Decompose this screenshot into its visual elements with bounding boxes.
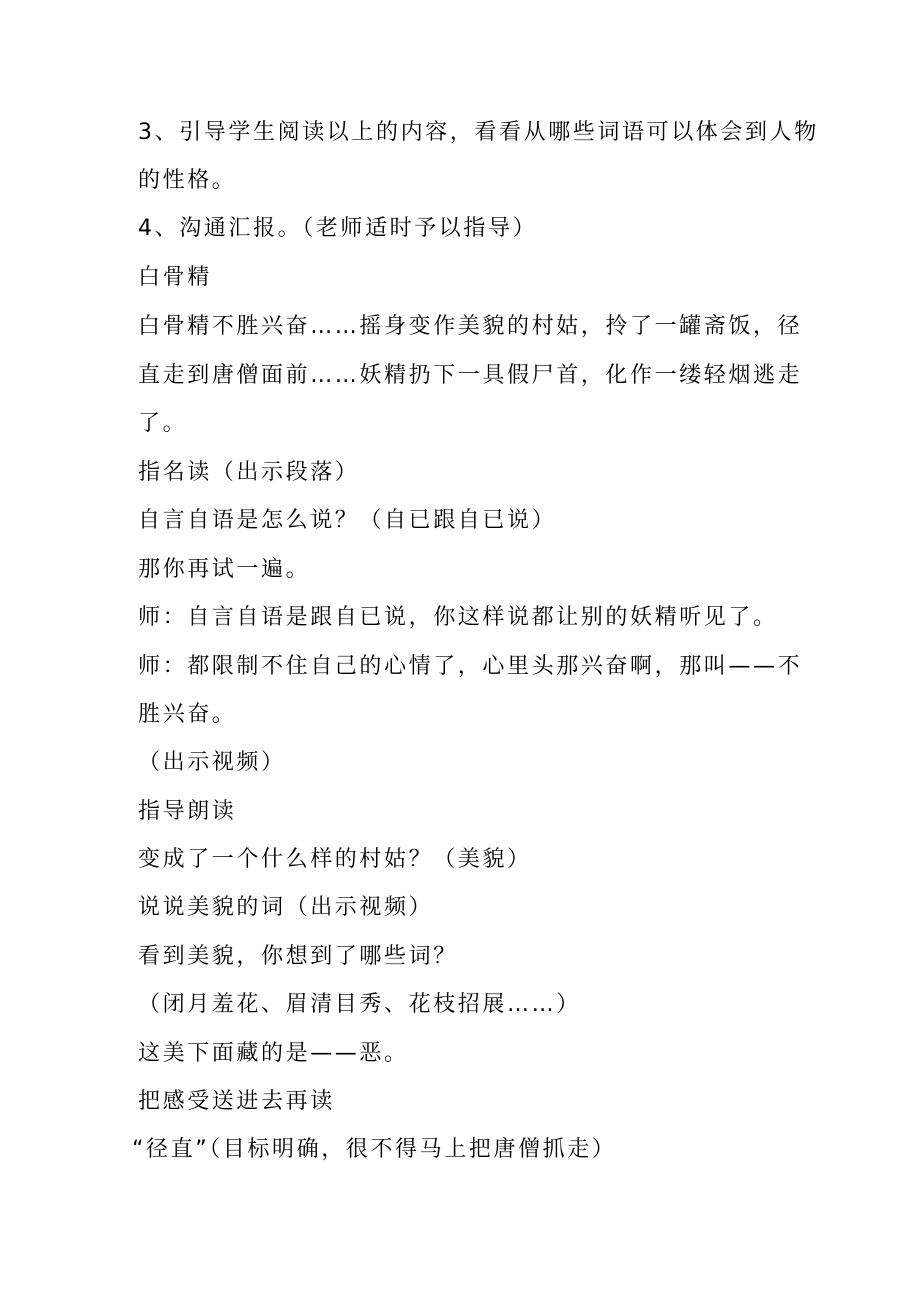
text-line-3: 4、沟通汇报。（老师适时予以指导） bbox=[138, 216, 538, 241]
text-line-22: “径直”（目标明确，很不得马上把唐僧抓走） bbox=[132, 1137, 617, 1162]
text-line-4: 白骨精 bbox=[138, 265, 212, 290]
text-line-7: 了。 bbox=[138, 411, 188, 436]
text-line-10: 那你再试一遍。 bbox=[138, 557, 311, 582]
text-line-18: 看到美貌，你想到了哪些词？ bbox=[138, 944, 458, 969]
text-line-20: 这美下面藏的是——恶。 bbox=[138, 1041, 409, 1066]
text-line-21: 把感受送进去再读 bbox=[138, 1089, 335, 1114]
text-line-19: （闭月羞花、眉清目秀、花枝招展……） bbox=[138, 992, 581, 1017]
text-line-15: 指导朗读 bbox=[138, 799, 237, 824]
text-line-5: 白骨精不胜兴奋……摇身变作美貌的村姑，拎了一罐斋饭，径 bbox=[138, 314, 803, 339]
text-line-11: 师：自言自语是跟自已说，你这样说都让别的妖精听见了。 bbox=[138, 605, 778, 630]
text-line-16: 变成了一个什么样的村姑？（美貌） bbox=[138, 847, 532, 872]
text-line-14: （出示视频） bbox=[138, 750, 286, 775]
text-line-12: 师：都限制不住自己的心情了，心里头那兴奋啊，那叫——不 bbox=[138, 654, 803, 679]
text-line-1: 3、引导学生阅读以上的内容，看看从哪些词语可以体会到人物 bbox=[138, 120, 819, 145]
text-line-8: 指名读（出示段落） bbox=[138, 460, 360, 485]
text-line-17: 说说美貌的词（出示视频） bbox=[138, 895, 434, 920]
text-line-13: 胜兴奋。 bbox=[138, 702, 237, 727]
text-line-9: 自言自语是怎么说？（自已跟自已说） bbox=[138, 508, 557, 533]
text-line-6: 直走到唐僧面前……妖精扔下一具假尸首，化作一缕轻烟逃走 bbox=[138, 363, 803, 388]
text-line-2: 的性格。 bbox=[138, 168, 237, 193]
